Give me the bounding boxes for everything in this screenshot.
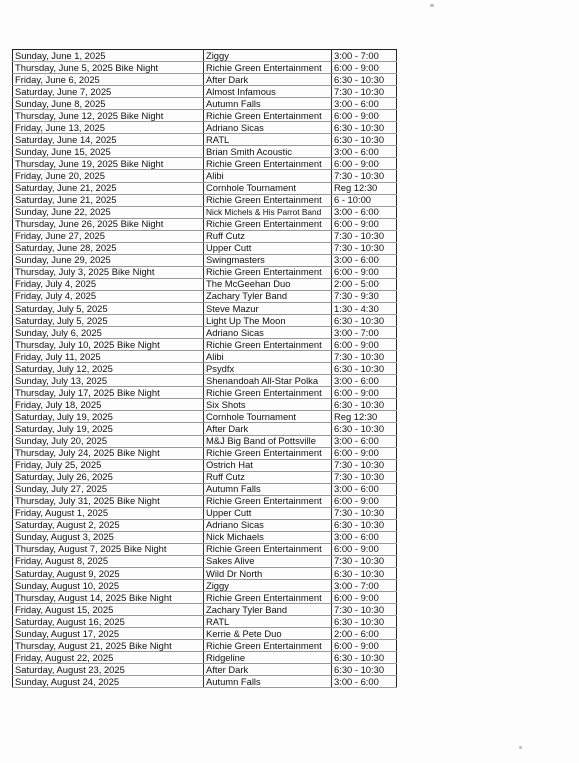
table-row: [13, 278, 397, 290]
table-row: [13, 363, 397, 375]
event-date-cell: Sunday, July 6, 2025: [13, 327, 204, 339]
event-time-cell: 6:30 - 10:30: [332, 134, 397, 146]
event-performer-cell: Zachary Tyler Band: [204, 604, 332, 616]
event-performer-cell: Richie Green Entertainment: [204, 640, 332, 652]
event-time-cell: 6:00 - 9:00: [332, 387, 397, 399]
table-row: [13, 495, 397, 507]
table-row: [13, 375, 397, 387]
event-performer-cell: Nick Michaels: [204, 531, 332, 543]
table-row: [13, 218, 397, 230]
event-performer-cell: Richie Green Entertainment: [204, 447, 332, 459]
event-performer-cell: Sakes Alive: [204, 555, 332, 567]
table-row: [13, 122, 397, 134]
event-performer-cell: Kerrie & Pete Duo: [204, 628, 332, 640]
table-row: [13, 110, 397, 122]
event-date-cell: Saturday, August 2, 2025: [13, 519, 204, 531]
event-date-cell: Friday, June 20, 2025: [13, 170, 204, 182]
event-performer-cell: Ridgeline: [204, 652, 332, 664]
event-time-cell: 7:30 - 10:30: [332, 555, 397, 567]
event-performer-cell: RATL: [204, 616, 332, 628]
table-row: [13, 483, 397, 495]
event-performer-cell: Alibi: [204, 170, 332, 182]
event-performer-cell: Adriano Sicas: [204, 122, 332, 134]
table-row: [13, 387, 397, 399]
event-performer-cell: Ruff Cutz: [204, 471, 332, 483]
event-time-cell: 3:00 - 7:00: [332, 327, 397, 339]
event-date-cell: Sunday, June 1, 2025: [13, 50, 204, 62]
event-date-cell: Thursday, August 7, 2025 Bike Night: [13, 543, 204, 555]
event-performer-cell: Ostrich Hat: [204, 459, 332, 471]
event-date-cell: Sunday, August 10, 2025: [13, 580, 204, 592]
event-date-cell: Sunday, July 27, 2025: [13, 483, 204, 495]
event-performer-cell: Ruff Cutz: [204, 230, 332, 242]
event-time-cell: 6:00 - 9:00: [332, 495, 397, 507]
event-performer-cell: Steve Mazur: [204, 302, 332, 314]
event-date-cell: Saturday, July 19, 2025: [13, 411, 204, 423]
scan-speck: [430, 4, 434, 7]
event-date-cell: Sunday, June 8, 2025: [13, 98, 204, 110]
event-time-cell: 6:30 - 10:30: [332, 568, 397, 580]
event-time-cell: 7:30 - 10:30: [332, 242, 397, 254]
event-date-cell: Friday, August 1, 2025: [13, 507, 204, 519]
event-date-cell: Saturday, July 12, 2025: [13, 363, 204, 375]
event-date-cell: Saturday, August 23, 2025: [13, 664, 204, 676]
event-time-cell: 6:00 - 9:00: [332, 218, 397, 230]
event-date-cell: Friday, July 25, 2025: [13, 459, 204, 471]
table-row: [13, 74, 397, 86]
event-date-cell: Thursday, July 24, 2025 Bike Night: [13, 447, 204, 459]
table-row: [13, 315, 397, 327]
event-date-cell: Thursday, July 10, 2025 Bike Night: [13, 339, 204, 351]
schedule-body: [13, 50, 397, 688]
event-performer-cell: Ziggy: [204, 50, 332, 62]
event-date-cell: Saturday, August 16, 2025: [13, 616, 204, 628]
event-time-cell: 7:30 - 10:30: [332, 86, 397, 98]
table-row: [13, 447, 397, 459]
event-performer-cell: Richie Green Entertainment: [204, 592, 332, 604]
event-time-cell: 3:00 - 6:00: [332, 254, 397, 266]
event-time-cell: 7:30 - 10:30: [332, 507, 397, 519]
event-time-cell: 6:30 - 10:30: [332, 519, 397, 531]
event-time-cell: 1:30 - 4:30: [332, 302, 397, 314]
event-date-cell: Saturday, June 21, 2025: [13, 182, 204, 194]
table-row: [13, 339, 397, 351]
event-time-cell: 6:30 - 10:30: [332, 399, 397, 411]
event-time-cell: 3:00 - 6:00: [332, 435, 397, 447]
event-time-cell: 6:30 - 10:30: [332, 74, 397, 86]
table-row: [13, 254, 397, 266]
event-time-cell: Reg 12:30: [332, 411, 397, 423]
table-row: [13, 604, 397, 616]
event-date-cell: Sunday, July 13, 2025: [13, 375, 204, 387]
table-row: [13, 507, 397, 519]
event-time-cell: 3:00 - 7:00: [332, 50, 397, 62]
event-performer-cell: Upper Cutt: [204, 242, 332, 254]
event-time-cell: 6:30 - 10:30: [332, 664, 397, 676]
event-date-cell: Saturday, July 19, 2025: [13, 423, 204, 435]
event-date-cell: Sunday, August 17, 2025: [13, 628, 204, 640]
event-date-cell: Sunday, August 3, 2025: [13, 531, 204, 543]
event-time-cell: 6:00 - 9:00: [332, 447, 397, 459]
event-time-cell: 6:30 - 10:30: [332, 363, 397, 375]
event-performer-cell: Adriano Sicas: [204, 327, 332, 339]
table-row: [13, 640, 397, 652]
event-performer-cell: Richie Green Entertainment: [204, 110, 332, 122]
event-time-cell: 2:00 - 6:00: [332, 628, 397, 640]
event-performer-cell: Autumn Falls: [204, 676, 332, 688]
event-performer-cell: Psydfx: [204, 363, 332, 375]
table-row: [13, 676, 397, 688]
event-date-cell: Sunday, June 15, 2025: [13, 146, 204, 158]
event-time-cell: 6:00 - 9:00: [332, 592, 397, 604]
table-row: [13, 351, 397, 363]
event-time-cell: 7:30 - 9:30: [332, 290, 397, 302]
table-row: [13, 194, 397, 206]
event-performer-cell: After Dark: [204, 664, 332, 676]
event-date-cell: Thursday, July 3, 2025 Bike Night: [13, 266, 204, 278]
event-schedule-table: [12, 49, 397, 688]
table-row: [13, 616, 397, 628]
event-date-cell: Thursday, June 12, 2025 Bike Night: [13, 110, 204, 122]
table-row: [13, 399, 397, 411]
table-row: [13, 471, 397, 483]
table-row: [13, 592, 397, 604]
event-date-cell: Thursday, June 26, 2025 Bike Night: [13, 218, 204, 230]
event-date-cell: Friday, July 4, 2025: [13, 278, 204, 290]
table-row: [13, 50, 397, 62]
event-time-cell: 3:00 - 6:00: [332, 676, 397, 688]
table-row: [13, 206, 397, 218]
table-row: [13, 327, 397, 339]
event-performer-cell: Shenandoah All-Star Polka: [204, 375, 332, 387]
event-date-cell: Thursday, June 19, 2025 Bike Night: [13, 158, 204, 170]
event-date-cell: Sunday, June 29, 2025: [13, 254, 204, 266]
event-performer-cell: Nick Michels & His Parrot Band: [204, 206, 332, 218]
event-performer-cell: Swingmasters: [204, 254, 332, 266]
event-performer-cell: Wild Dr North: [204, 568, 332, 580]
event-performer-cell: M&J Big Band of Pottsville: [204, 435, 332, 447]
event-time-cell: 6:30 - 10:30: [332, 652, 397, 664]
event-date-cell: Thursday, June 5, 2025 Bike Night: [13, 62, 204, 74]
event-time-cell: 6:00 - 9:00: [332, 543, 397, 555]
event-date-cell: Friday, June 27, 2025: [13, 230, 204, 242]
table-row: [13, 568, 397, 580]
event-date-cell: Sunday, June 22, 2025: [13, 206, 204, 218]
event-date-cell: Sunday, August 24, 2025: [13, 676, 204, 688]
event-performer-cell: Almost Infamous: [204, 86, 332, 98]
event-performer-cell: RATL: [204, 134, 332, 146]
event-performer-cell: After Dark: [204, 423, 332, 435]
table-row: [13, 580, 397, 592]
event-date-cell: Friday, July 18, 2025: [13, 399, 204, 411]
event-date-cell: Saturday, June 21, 2025: [13, 194, 204, 206]
table-row: [13, 170, 397, 182]
event-time-cell: 3:00 - 7:00: [332, 580, 397, 592]
event-time-cell: 7:30 - 10:30: [332, 230, 397, 242]
event-performer-cell: Richie Green Entertainment: [204, 495, 332, 507]
event-time-cell: 7:30 - 10:30: [332, 604, 397, 616]
table-row: [13, 628, 397, 640]
event-time-cell: 7:30 - 10:30: [332, 459, 397, 471]
table-row: [13, 266, 397, 278]
event-performer-cell: Zachary Tyler Band: [204, 290, 332, 302]
event-time-cell: 3:00 - 6:00: [332, 483, 397, 495]
table-row: [13, 652, 397, 664]
event-date-cell: Friday, August 15, 2025: [13, 604, 204, 616]
event-date-cell: Friday, August 8, 2025: [13, 555, 204, 567]
event-time-cell: 6:00 - 9:00: [332, 339, 397, 351]
event-date-cell: Saturday, July 5, 2025: [13, 302, 204, 314]
event-time-cell: 6:00 - 9:00: [332, 110, 397, 122]
event-performer-cell: Richie Green Entertainment: [204, 158, 332, 170]
table-row: [13, 98, 397, 110]
event-time-cell: 6:30 - 10:30: [332, 315, 397, 327]
table-row: [13, 435, 397, 447]
table-row: [13, 146, 397, 158]
event-date-cell: Saturday, June 14, 2025: [13, 134, 204, 146]
event-date-cell: Saturday, June 28, 2025: [13, 242, 204, 254]
event-performer-cell: Brian Smith Acoustic: [204, 146, 332, 158]
event-date-cell: Saturday, July 5, 2025: [13, 315, 204, 327]
event-date-cell: Friday, July 4, 2025: [13, 290, 204, 302]
event-time-cell: 3:00 - 6:00: [332, 531, 397, 543]
event-date-cell: Friday, August 22, 2025: [13, 652, 204, 664]
event-performer-cell: Richie Green Entertainment: [204, 543, 332, 555]
event-date-cell: Saturday, June 7, 2025: [13, 86, 204, 98]
event-performer-cell: Ziggy: [204, 580, 332, 592]
table-row: [13, 531, 397, 543]
event-time-cell: 6 - 10:00: [332, 194, 397, 206]
event-date-cell: Saturday, August 9, 2025: [13, 568, 204, 580]
event-performer-cell: Richie Green Entertainment: [204, 194, 332, 206]
table-row: [13, 302, 397, 314]
event-performer-cell: Richie Green Entertainment: [204, 266, 332, 278]
event-performer-cell: The McGeehan Duo: [204, 278, 332, 290]
event-time-cell: 6:30 - 10:30: [332, 616, 397, 628]
event-date-cell: Thursday, August 21, 2025 Bike Night: [13, 640, 204, 652]
event-performer-cell: Richie Green Entertainment: [204, 339, 332, 351]
event-performer-cell: Alibi: [204, 351, 332, 363]
event-time-cell: 6:00 - 9:00: [332, 62, 397, 74]
event-date-cell: Saturday, July 26, 2025: [13, 471, 204, 483]
event-time-cell: 2:00 - 5:00: [332, 278, 397, 290]
table-row: [13, 134, 397, 146]
event-date-cell: Thursday, July 17, 2025 Bike Night: [13, 387, 204, 399]
event-performer-cell: Richie Green Entertainment: [204, 62, 332, 74]
event-performer-cell: Light Up The Moon: [204, 315, 332, 327]
event-time-cell: 3:00 - 6:00: [332, 98, 397, 110]
event-time-cell: 6:00 - 9:00: [332, 266, 397, 278]
event-time-cell: 6:30 - 10:30: [332, 423, 397, 435]
table-row: [13, 182, 397, 194]
event-performer-cell: Cornhole Tournament: [204, 182, 332, 194]
event-time-cell: 6:00 - 9:00: [332, 158, 397, 170]
event-date-cell: Friday, June 13, 2025: [13, 122, 204, 134]
event-performer-cell: After Dark: [204, 74, 332, 86]
scan-speck: [519, 746, 522, 749]
event-performer-cell: Richie Green Entertainment: [204, 218, 332, 230]
table-row: [13, 242, 397, 254]
table-row: [13, 230, 397, 242]
event-time-cell: 6:00 - 9:00: [332, 640, 397, 652]
event-time-cell: 3:00 - 6:00: [332, 375, 397, 387]
event-performer-cell: Upper Cutt: [204, 507, 332, 519]
event-time-cell: 3:00 - 6:00: [332, 146, 397, 158]
table-row: [13, 423, 397, 435]
table-row: [13, 459, 397, 471]
event-time-cell: 7:30 - 10:30: [332, 170, 397, 182]
event-time-cell: Reg 12:30: [332, 182, 397, 194]
table-row: [13, 411, 397, 423]
event-time-cell: 7:30 - 10:30: [332, 471, 397, 483]
event-performer-cell: Autumn Falls: [204, 483, 332, 495]
table-row: [13, 555, 397, 567]
event-performer-cell: Cornhole Tournament: [204, 411, 332, 423]
event-date-cell: Thursday, August 14, 2025 Bike Night: [13, 592, 204, 604]
event-date-cell: Friday, July 11, 2025: [13, 351, 204, 363]
event-time-cell: 6:30 - 10:30: [332, 122, 397, 134]
event-date-cell: Thursday, July 31, 2025 Bike Night: [13, 495, 204, 507]
table-row: [13, 62, 397, 74]
table-row: [13, 158, 397, 170]
event-time-cell: 7:30 - 10:30: [332, 351, 397, 363]
table-row: [13, 290, 397, 302]
event-date-cell: Friday, June 6, 2025: [13, 74, 204, 86]
event-performer-cell: Adriano Sicas: [204, 519, 332, 531]
event-time-cell: 3:00 - 6:00: [332, 206, 397, 218]
table-row: [13, 519, 397, 531]
event-performer-cell: Autumn Falls: [204, 98, 332, 110]
event-performer-cell: Six Shots: [204, 399, 332, 411]
event-date-cell: Sunday, July 20, 2025: [13, 435, 204, 447]
event-performer-cell: Richie Green Entertainment: [204, 387, 332, 399]
table-row: [13, 86, 397, 98]
table-row: [13, 664, 397, 676]
table-row: [13, 543, 397, 555]
